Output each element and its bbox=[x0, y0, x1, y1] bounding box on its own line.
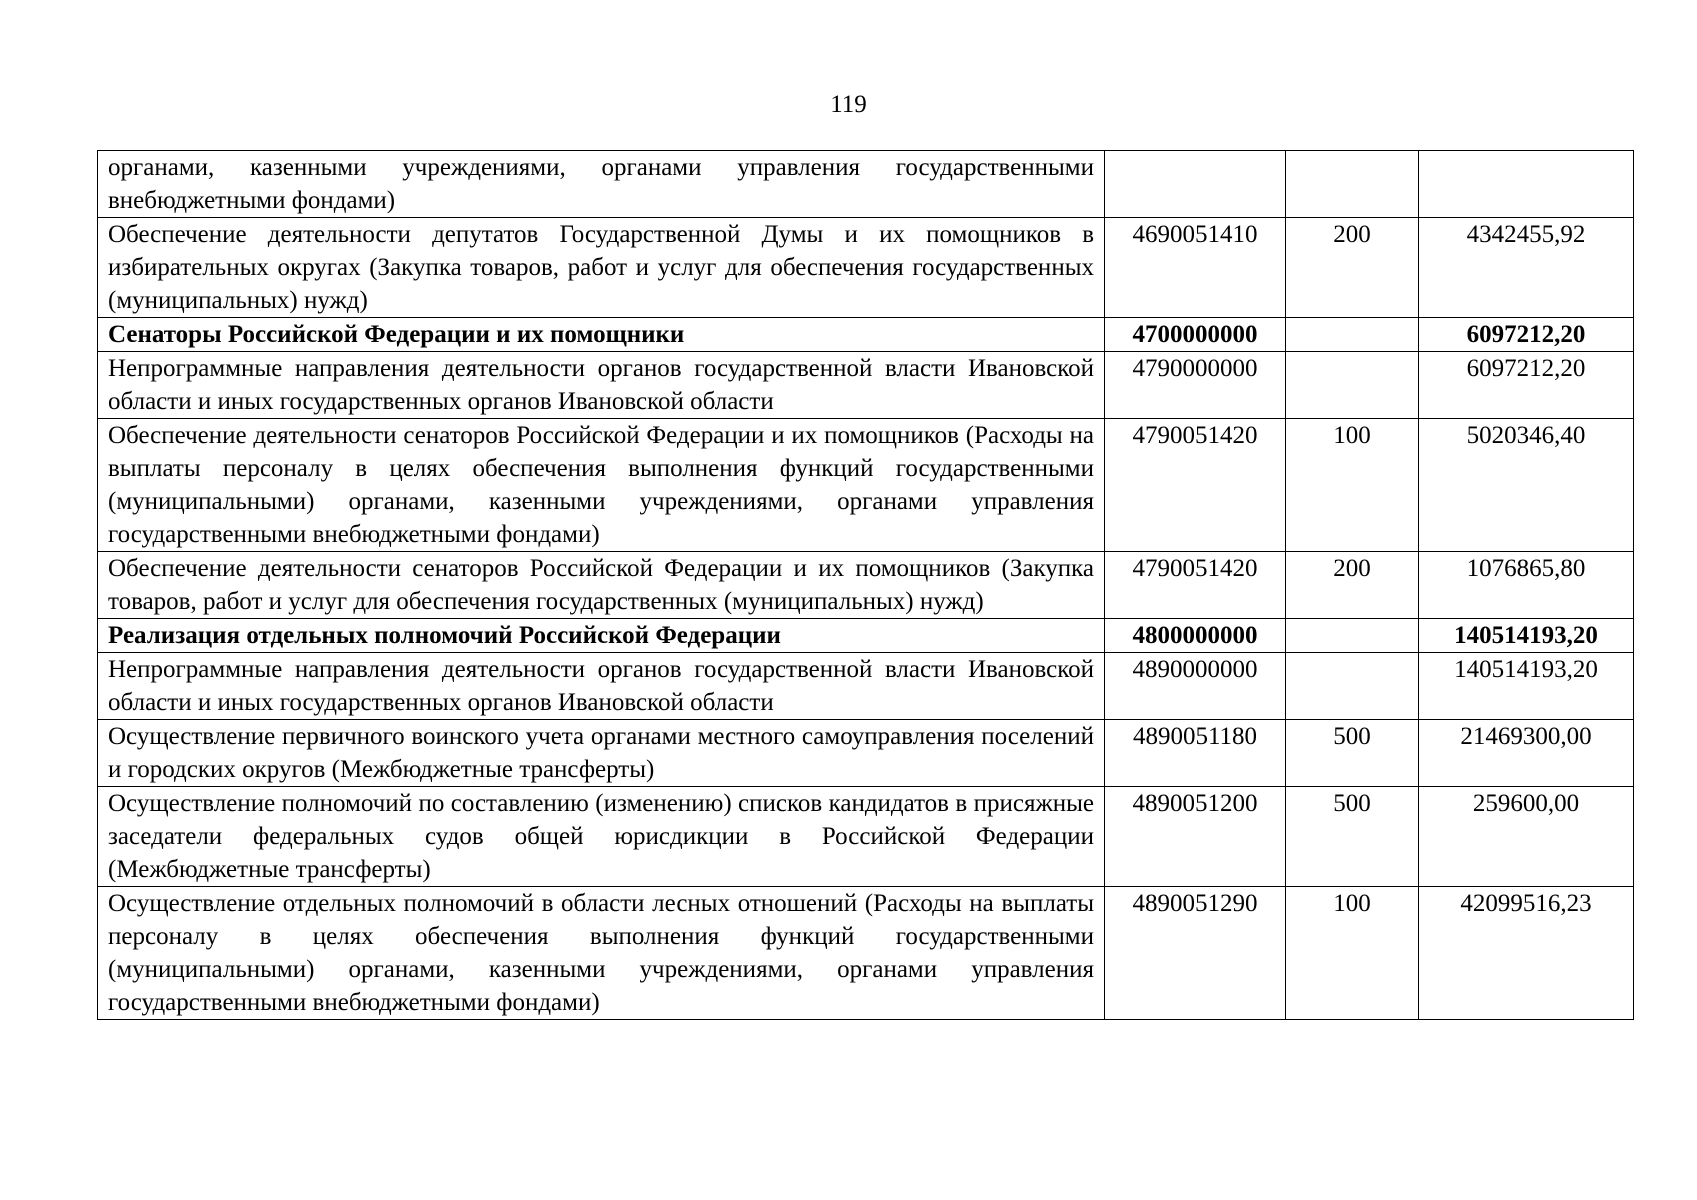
table-row bbox=[98, 318, 1634, 352]
table-row bbox=[98, 887, 1634, 1020]
table-row bbox=[98, 552, 1634, 619]
row-expense-type-cell bbox=[1286, 151, 1419, 218]
budget-table-body bbox=[98, 151, 1634, 1020]
row-name-cell: Осуществление полномочий по составлению (изменению) списков кандидатов в присяжные заседатели федеральных судов общей юрисдикции в Российской Федерации (Межбюджетные трансферты) bbox=[98, 787, 1105, 887]
row-name-cell: Сенаторы Российской Федерации и их помощники bbox=[98, 318, 1105, 352]
row-code-cell: 4790051420 bbox=[1105, 552, 1286, 619]
table-row bbox=[98, 218, 1634, 318]
row-code-cell bbox=[1105, 151, 1286, 218]
row-code-cell: 4890000000 bbox=[1105, 653, 1286, 720]
row-name-cell: Обеспечение деятельности депутатов Государственной Думы и их помощников в избирательных округах (Закупка товаров, работ и услуг для обеспечения государственных (муниципальных) нужд) bbox=[98, 218, 1105, 318]
row-sum-cell: 140514193,20 bbox=[1419, 653, 1634, 720]
row-expense-type-cell bbox=[1286, 318, 1419, 352]
row-expense-type-cell bbox=[1286, 653, 1419, 720]
row-name-cell: органами, казенными учреждениями, органами управления государственными внебюджетными фондами) bbox=[98, 151, 1105, 218]
row-sum-cell bbox=[1419, 151, 1634, 218]
table-row bbox=[98, 619, 1634, 653]
page-number: 119 bbox=[830, 91, 867, 118]
row-code-cell: 4790000000 bbox=[1105, 352, 1286, 419]
row-expense-type-cell: 500 bbox=[1286, 720, 1419, 787]
row-name-cell: Осуществление отдельных полномочий в области лесных отношений (Расходы на выплаты персоналу в целях обеспечения выполнения функций государственными (муниципальными) органами, казенными учреждениями, органами управления государственными внебюджетными фондами) bbox=[98, 887, 1105, 1020]
row-sum-cell: 140514193,20 bbox=[1419, 619, 1634, 653]
row-sum-cell: 5020346,40 bbox=[1419, 419, 1634, 552]
row-sum-cell: 1076865,80 bbox=[1419, 552, 1634, 619]
row-sum-cell: 42099516,23 bbox=[1419, 887, 1634, 1020]
row-sum-cell: 6097212,20 bbox=[1419, 352, 1634, 419]
row-code-cell: 4890051290 bbox=[1105, 887, 1286, 1020]
row-sum-cell: 6097212,20 bbox=[1419, 318, 1634, 352]
row-expense-type-cell: 100 bbox=[1286, 419, 1419, 552]
row-name-cell: Непрограммные направления деятельности органов государственной власти Ивановской области и иных государственных органов Ивановской области bbox=[98, 653, 1105, 720]
row-name-cell: Осуществление первичного воинского учета органами местного самоуправления поселений и городских округов (Межбюджетные трансферты) bbox=[98, 720, 1105, 787]
row-expense-type-cell: 100 bbox=[1286, 887, 1419, 1020]
row-name-cell: Реализация отдельных полномочий Российской Федерации bbox=[98, 619, 1105, 653]
table-row bbox=[98, 352, 1634, 419]
table-row bbox=[98, 151, 1634, 218]
row-sum-cell: 4342455,92 bbox=[1419, 218, 1634, 318]
row-expense-type-cell: 200 bbox=[1286, 218, 1419, 318]
table-row bbox=[98, 787, 1634, 887]
row-sum-cell: 21469300,00 bbox=[1419, 720, 1634, 787]
row-name-cell: Непрограммные направления деятельности органов государственной власти Ивановской области и иных государственных органов Ивановской области bbox=[98, 352, 1105, 419]
row-expense-type-cell: 500 bbox=[1286, 787, 1419, 887]
row-code-cell: 4890051200 bbox=[1105, 787, 1286, 887]
row-name-cell: Обеспечение деятельности сенаторов Российской Федерации и их помощников (Закупка товаров, работ и услуг для обеспечения государственных (муниципальных) нужд) bbox=[98, 552, 1105, 619]
row-name-cell: Обеспечение деятельности сенаторов Российской Федерации и их помощников (Расходы на выплаты персоналу в целях обеспечения выполнения функций государственными (муниципальными) органами, казенными учреждениями, органами управления государственными внебюджетными фондами) bbox=[98, 419, 1105, 552]
row-sum-cell: 259600,00 bbox=[1419, 787, 1634, 887]
row-code-cell: 4690051410 bbox=[1105, 218, 1286, 318]
row-code-cell: 4790051420 bbox=[1105, 419, 1286, 552]
table-row bbox=[98, 419, 1634, 552]
row-code-cell: 4700000000 bbox=[1105, 318, 1286, 352]
row-expense-type-cell: 200 bbox=[1286, 552, 1419, 619]
row-code-cell: 4800000000 bbox=[1105, 619, 1286, 653]
table-row bbox=[98, 720, 1634, 787]
row-expense-type-cell bbox=[1286, 352, 1419, 419]
row-expense-type-cell bbox=[1286, 619, 1419, 653]
budget-table bbox=[97, 150, 1634, 1020]
row-code-cell: 4890051180 bbox=[1105, 720, 1286, 787]
table-row bbox=[98, 653, 1634, 720]
